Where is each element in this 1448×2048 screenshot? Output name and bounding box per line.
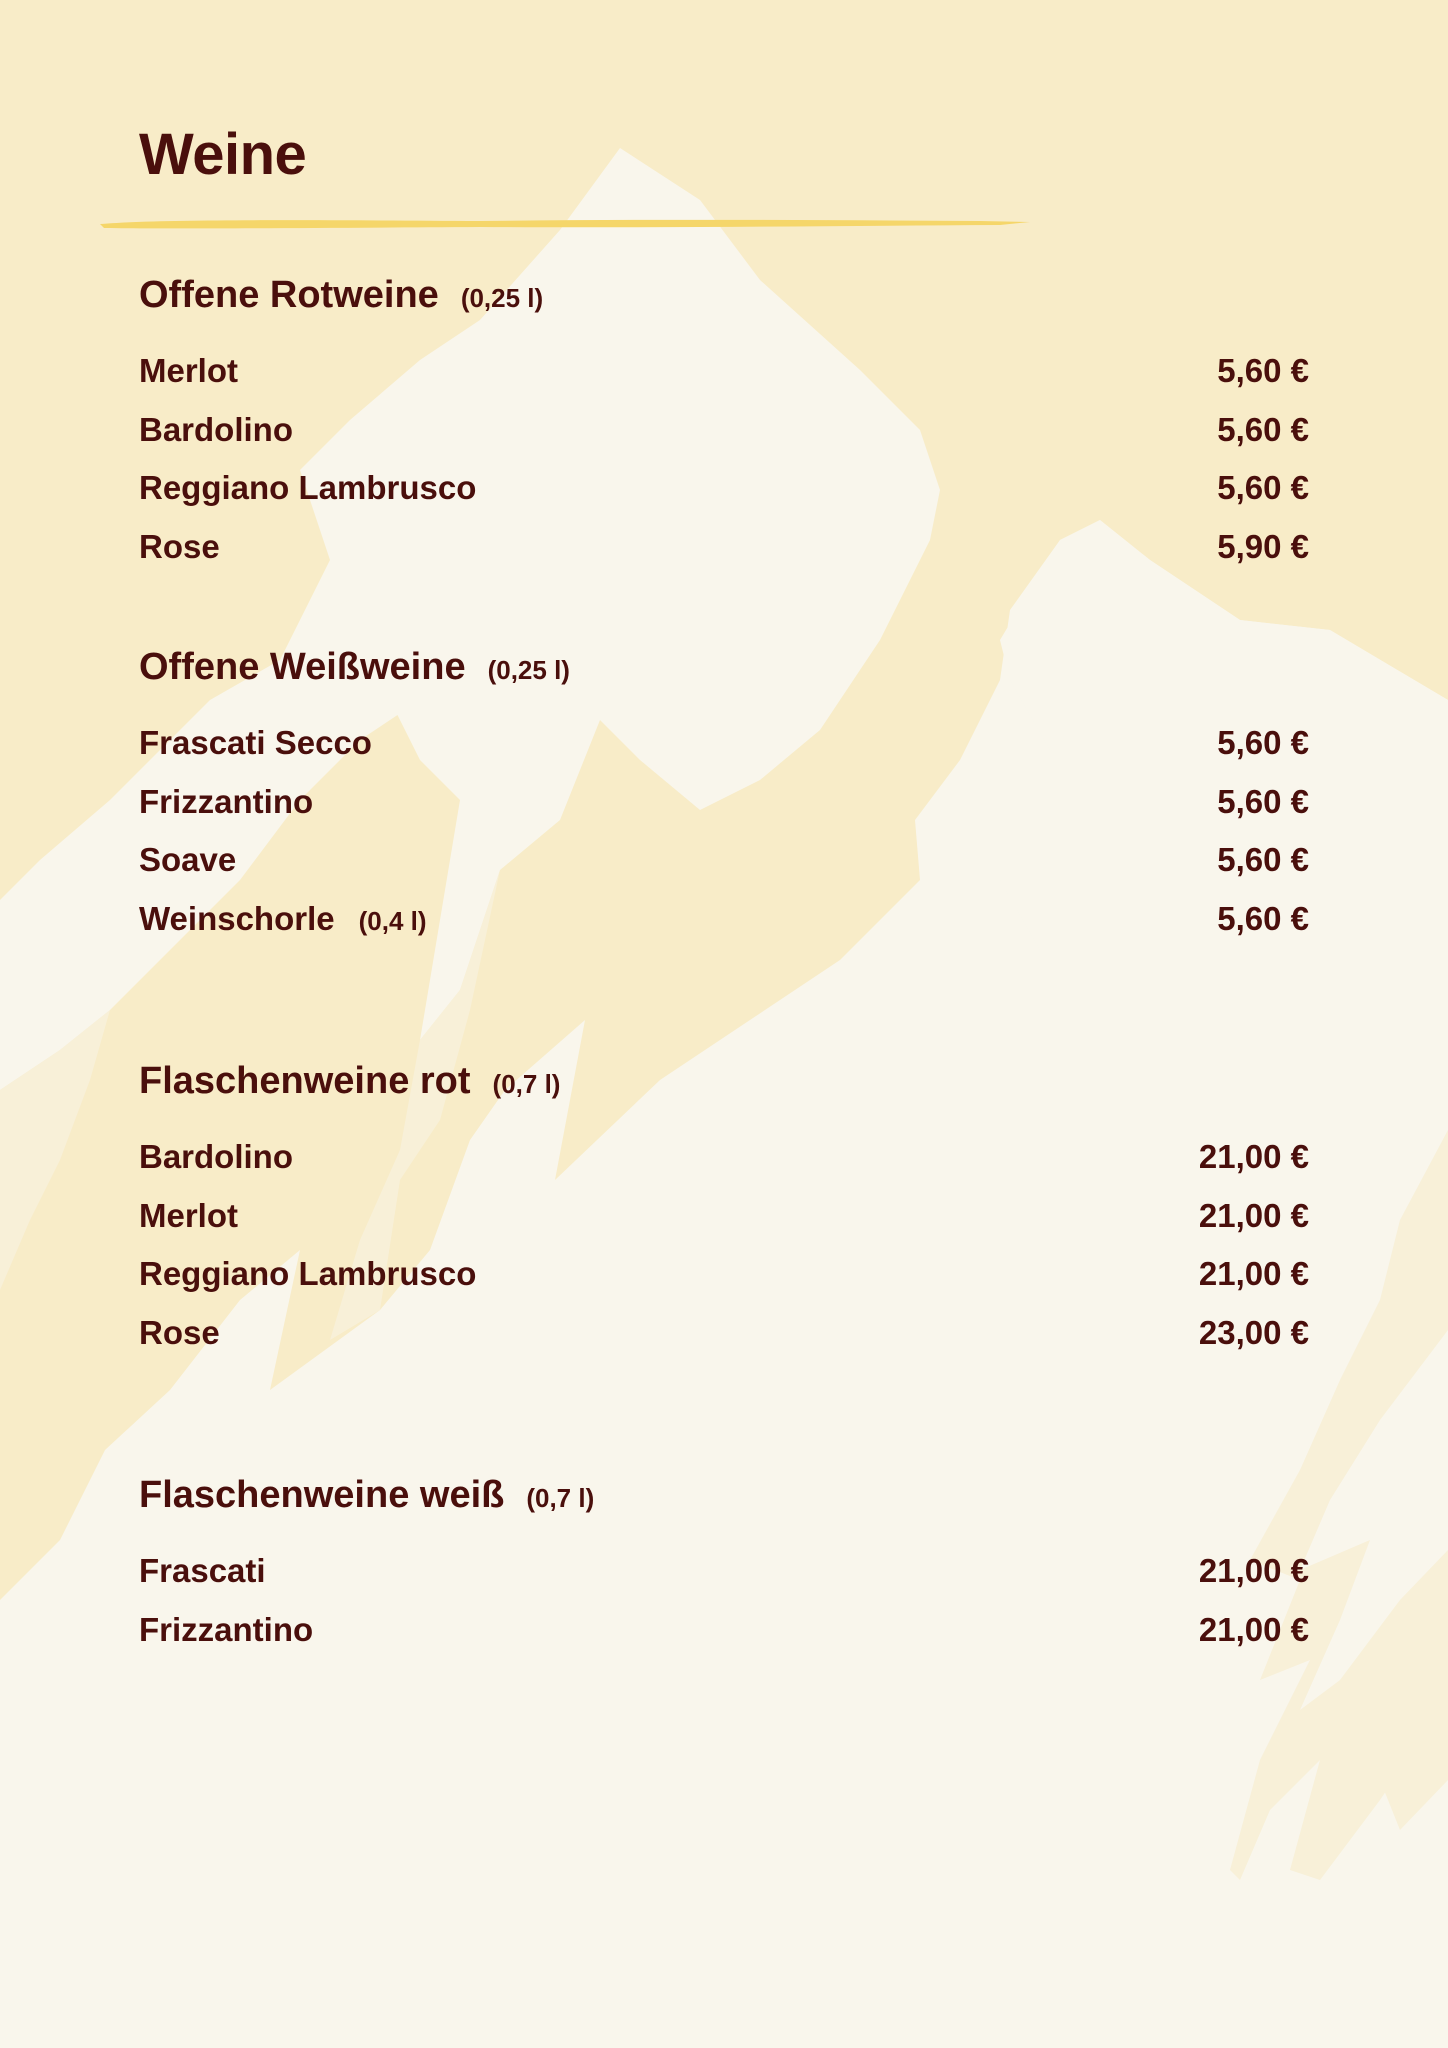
menu-item — [139, 831, 1309, 890]
menu-item — [139, 1601, 1309, 1660]
item-name: Merlot — [139, 1196, 238, 1234]
menu-item — [139, 401, 1309, 460]
item-price: 5,60 € — [1217, 841, 1309, 879]
section-volume: (0,7 l) — [526, 1483, 595, 1513]
item-price: 21,00 € — [1198, 1552, 1309, 1590]
menu-item — [139, 1245, 1309, 1304]
section-header — [139, 642, 1309, 692]
item-name: Soave — [139, 841, 237, 879]
item-price: 5,60 € — [1217, 469, 1309, 507]
item-name: Rose — [139, 527, 220, 565]
section-header — [139, 1470, 1309, 1520]
item-price: 21,00 € — [1198, 1196, 1309, 1234]
section-title: Offene Rotweine — [139, 274, 439, 316]
menu-item — [139, 1542, 1309, 1601]
item-name: Frascati — [139, 1552, 266, 1590]
section-header — [139, 1056, 1309, 1106]
menu-item — [139, 342, 1309, 401]
section-offene-weissweine — [139, 642, 1309, 948]
menu-item — [139, 1128, 1309, 1187]
section-offene-rotweine — [139, 270, 1309, 576]
menu-item — [139, 518, 1309, 577]
section-flaschenweine-rot — [139, 1056, 1309, 1362]
item-price: 5,90 € — [1217, 527, 1309, 565]
section-title: Flaschenweine weiß — [139, 1474, 505, 1516]
menu-item — [139, 773, 1309, 832]
item-price: 21,00 € — [1198, 1610, 1309, 1648]
section-volume: (0,25 l) — [487, 655, 570, 685]
item-price: 21,00 € — [1198, 1138, 1309, 1176]
section-header — [139, 270, 1309, 320]
menu-item — [139, 890, 1309, 949]
item-name: Frizzantino — [139, 1610, 314, 1648]
item-name: Reggiano Lambrusco — [139, 1255, 477, 1293]
section-title: Offene Weißweine — [139, 646, 466, 688]
item-price: 5,60 € — [1217, 782, 1309, 820]
item-price: 5,60 € — [1217, 724, 1309, 762]
item-name: Frascati Secco — [139, 724, 372, 762]
item-name: Rose — [139, 1313, 220, 1351]
menu-item — [139, 459, 1309, 518]
item-price: 5,60 € — [1217, 410, 1309, 448]
section-title: Flaschenweine rot — [139, 1060, 471, 1102]
item-name: Bardolino — [139, 410, 293, 448]
section-volume: (0,25 l) — [460, 283, 544, 313]
item-name: Frizzantino — [139, 782, 314, 820]
item-price: 5,60 € — [1217, 352, 1309, 390]
section-volume: (0,7 l) — [492, 1069, 561, 1099]
item-name: Reggiano Lambrusco — [139, 469, 477, 507]
menu-item — [139, 714, 1309, 773]
page-title: Weine — [139, 122, 307, 187]
item-name: Merlot — [139, 352, 238, 390]
section-flaschenweine-weiss — [139, 1470, 1309, 1659]
title-brush-underline — [100, 216, 1030, 232]
item-name: Weinschorle (0,4 l) — [139, 899, 427, 937]
item-price: 23,00 € — [1198, 1313, 1309, 1351]
menu-item — [139, 1304, 1309, 1363]
item-price: 5,60 € — [1217, 899, 1309, 937]
item-name: Bardolino — [139, 1138, 293, 1176]
item-price: 21,00 € — [1198, 1255, 1309, 1293]
item-volume: (0,4 l) — [358, 905, 427, 936]
menu-item — [139, 1187, 1309, 1246]
